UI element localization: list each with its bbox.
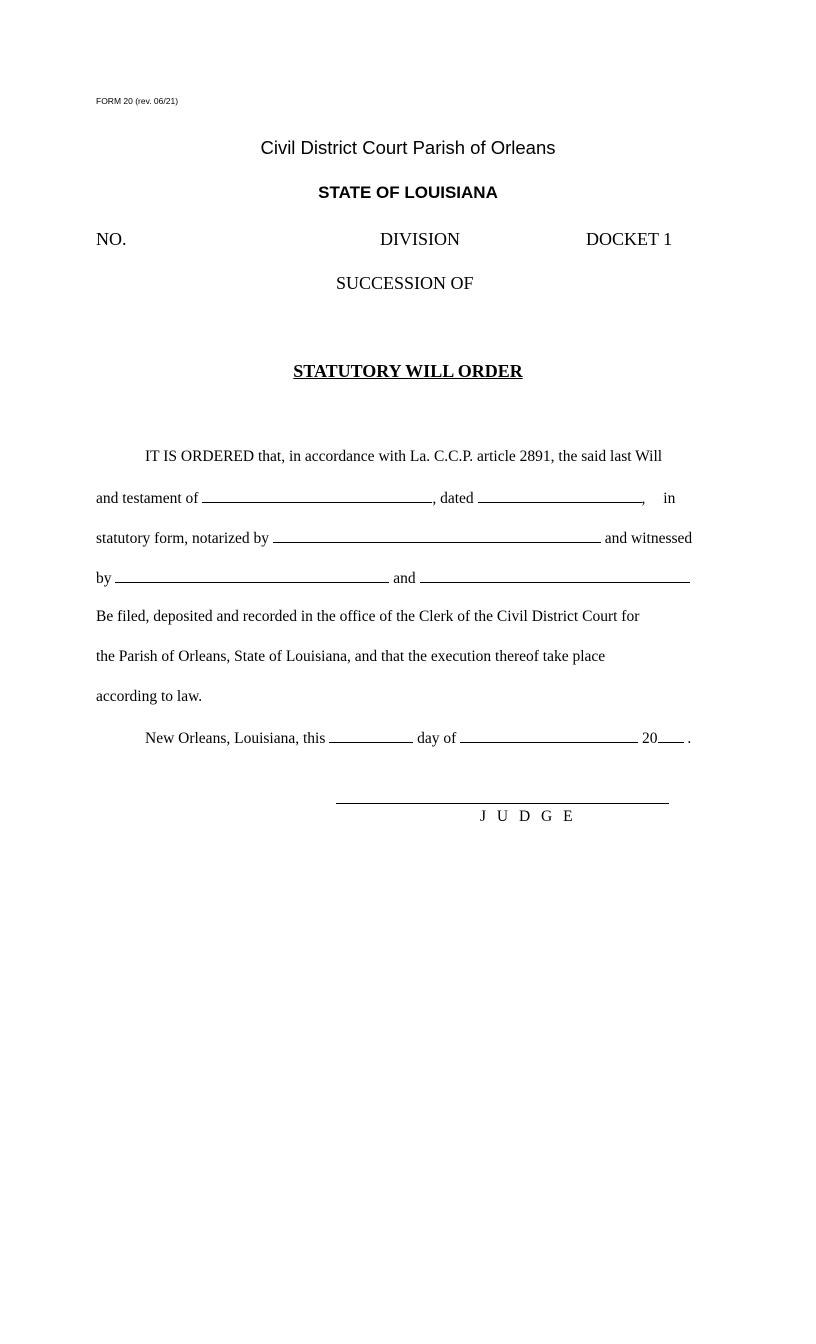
testament-of-text: and testament of [96, 490, 199, 507]
notary-name-blank[interactable] [273, 528, 601, 543]
order-line-3 [96, 528, 692, 548]
year-prefix-text: 20 [642, 730, 658, 747]
witness-1-blank[interactable] [115, 568, 389, 583]
order-line-7: according to law. [96, 688, 203, 705]
by-text: by [96, 570, 112, 587]
order-line-1: IT IS ORDERED that, in accordance with La. C.C.P. article 2891, the said last Will [145, 448, 663, 465]
order-line-6: the Parish of Orleans, State of Louisiana, and that the execution thereof take place [96, 648, 606, 665]
state-name: STATE OF LOUISIANA [318, 183, 498, 202]
testator-name-blank[interactable] [202, 488, 432, 503]
succession-label: SUCCESSION OF [336, 273, 474, 293]
comma-text: , [641, 490, 646, 507]
period-text: . [687, 730, 692, 747]
dated-text: , dated [432, 490, 474, 507]
order-line-2 [96, 488, 675, 508]
day-of-text: day of [417, 730, 457, 747]
date-line [145, 728, 691, 748]
will-date-blank[interactable] [478, 488, 642, 503]
division-label: DIVISION [380, 229, 460, 249]
witnessed-text: and witnessed [604, 530, 693, 547]
year-blank[interactable] [658, 728, 684, 743]
form-number: FORM 20 (rev. 06/21) [96, 96, 179, 106]
court-name: Civil District Court Parish of Orleans [260, 137, 556, 158]
order-line-4 [96, 568, 690, 588]
case-number-label: NO. [96, 229, 127, 249]
and-text: and [393, 570, 416, 587]
month-blank[interactable] [460, 728, 638, 743]
judge-label: J U D G E [480, 808, 577, 825]
notarized-by-text: statutory form, notarized by [96, 530, 270, 547]
day-blank[interactable] [329, 728, 413, 743]
witness-2-blank[interactable] [420, 568, 690, 583]
location-text: New Orleans, Louisiana, this [145, 730, 326, 747]
document-title: STATUTORY WILL ORDER [293, 361, 523, 381]
judge-signature-line[interactable] [336, 803, 669, 804]
in-text: in [663, 490, 676, 507]
order-line-5: Be filed, deposited and recorded in the office of the Clerk of the Civil District Court for [96, 608, 640, 625]
docket-label: DOCKET 1 [586, 229, 673, 249]
